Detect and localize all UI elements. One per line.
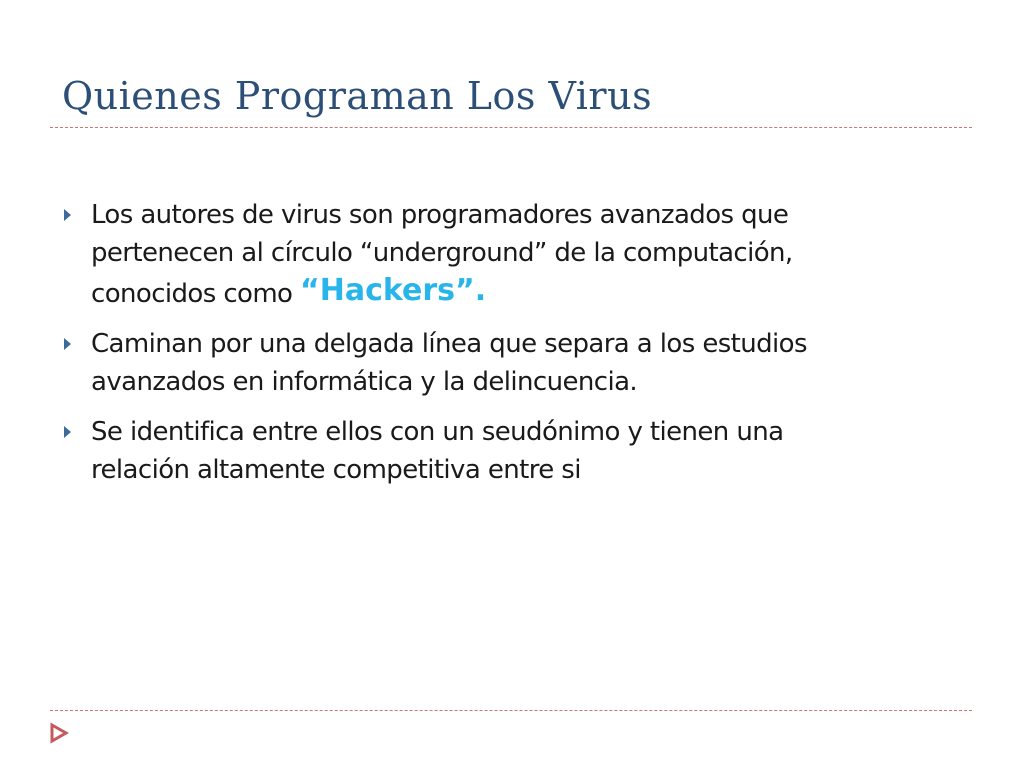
play-arrow-icon xyxy=(47,722,69,744)
footer-divider xyxy=(50,710,972,711)
bullet-list xyxy=(60,196,960,501)
bullet-item xyxy=(60,196,960,313)
bullet-line: Caminan por una delgada línea que separa a los estudios xyxy=(91,329,807,359)
title-divider xyxy=(50,127,972,128)
bullet-line: Se identifica entre ellos con un seudónimo y tienen una xyxy=(91,417,784,447)
triangle-right-icon xyxy=(64,338,71,350)
bullet-line: avanzados en informática y la delincuencia. xyxy=(91,367,638,397)
bullet-line: relación altamente competitiva entre si xyxy=(91,455,581,485)
bullet-item xyxy=(60,413,960,489)
slide-title: Quienes Programan Los Virus xyxy=(62,74,653,118)
triangle-right-icon xyxy=(64,426,71,438)
bullet-line: pertenecen al círculo “underground” de la computación, xyxy=(91,238,793,268)
hackers-highlight: “Hackers”. xyxy=(300,273,487,308)
bullet-item xyxy=(60,325,960,401)
bullet-line: Los autores de virus son programadores avanzados que xyxy=(91,200,789,230)
triangle-right-icon xyxy=(64,209,71,221)
bullet-line: conocidos como xyxy=(91,279,301,309)
